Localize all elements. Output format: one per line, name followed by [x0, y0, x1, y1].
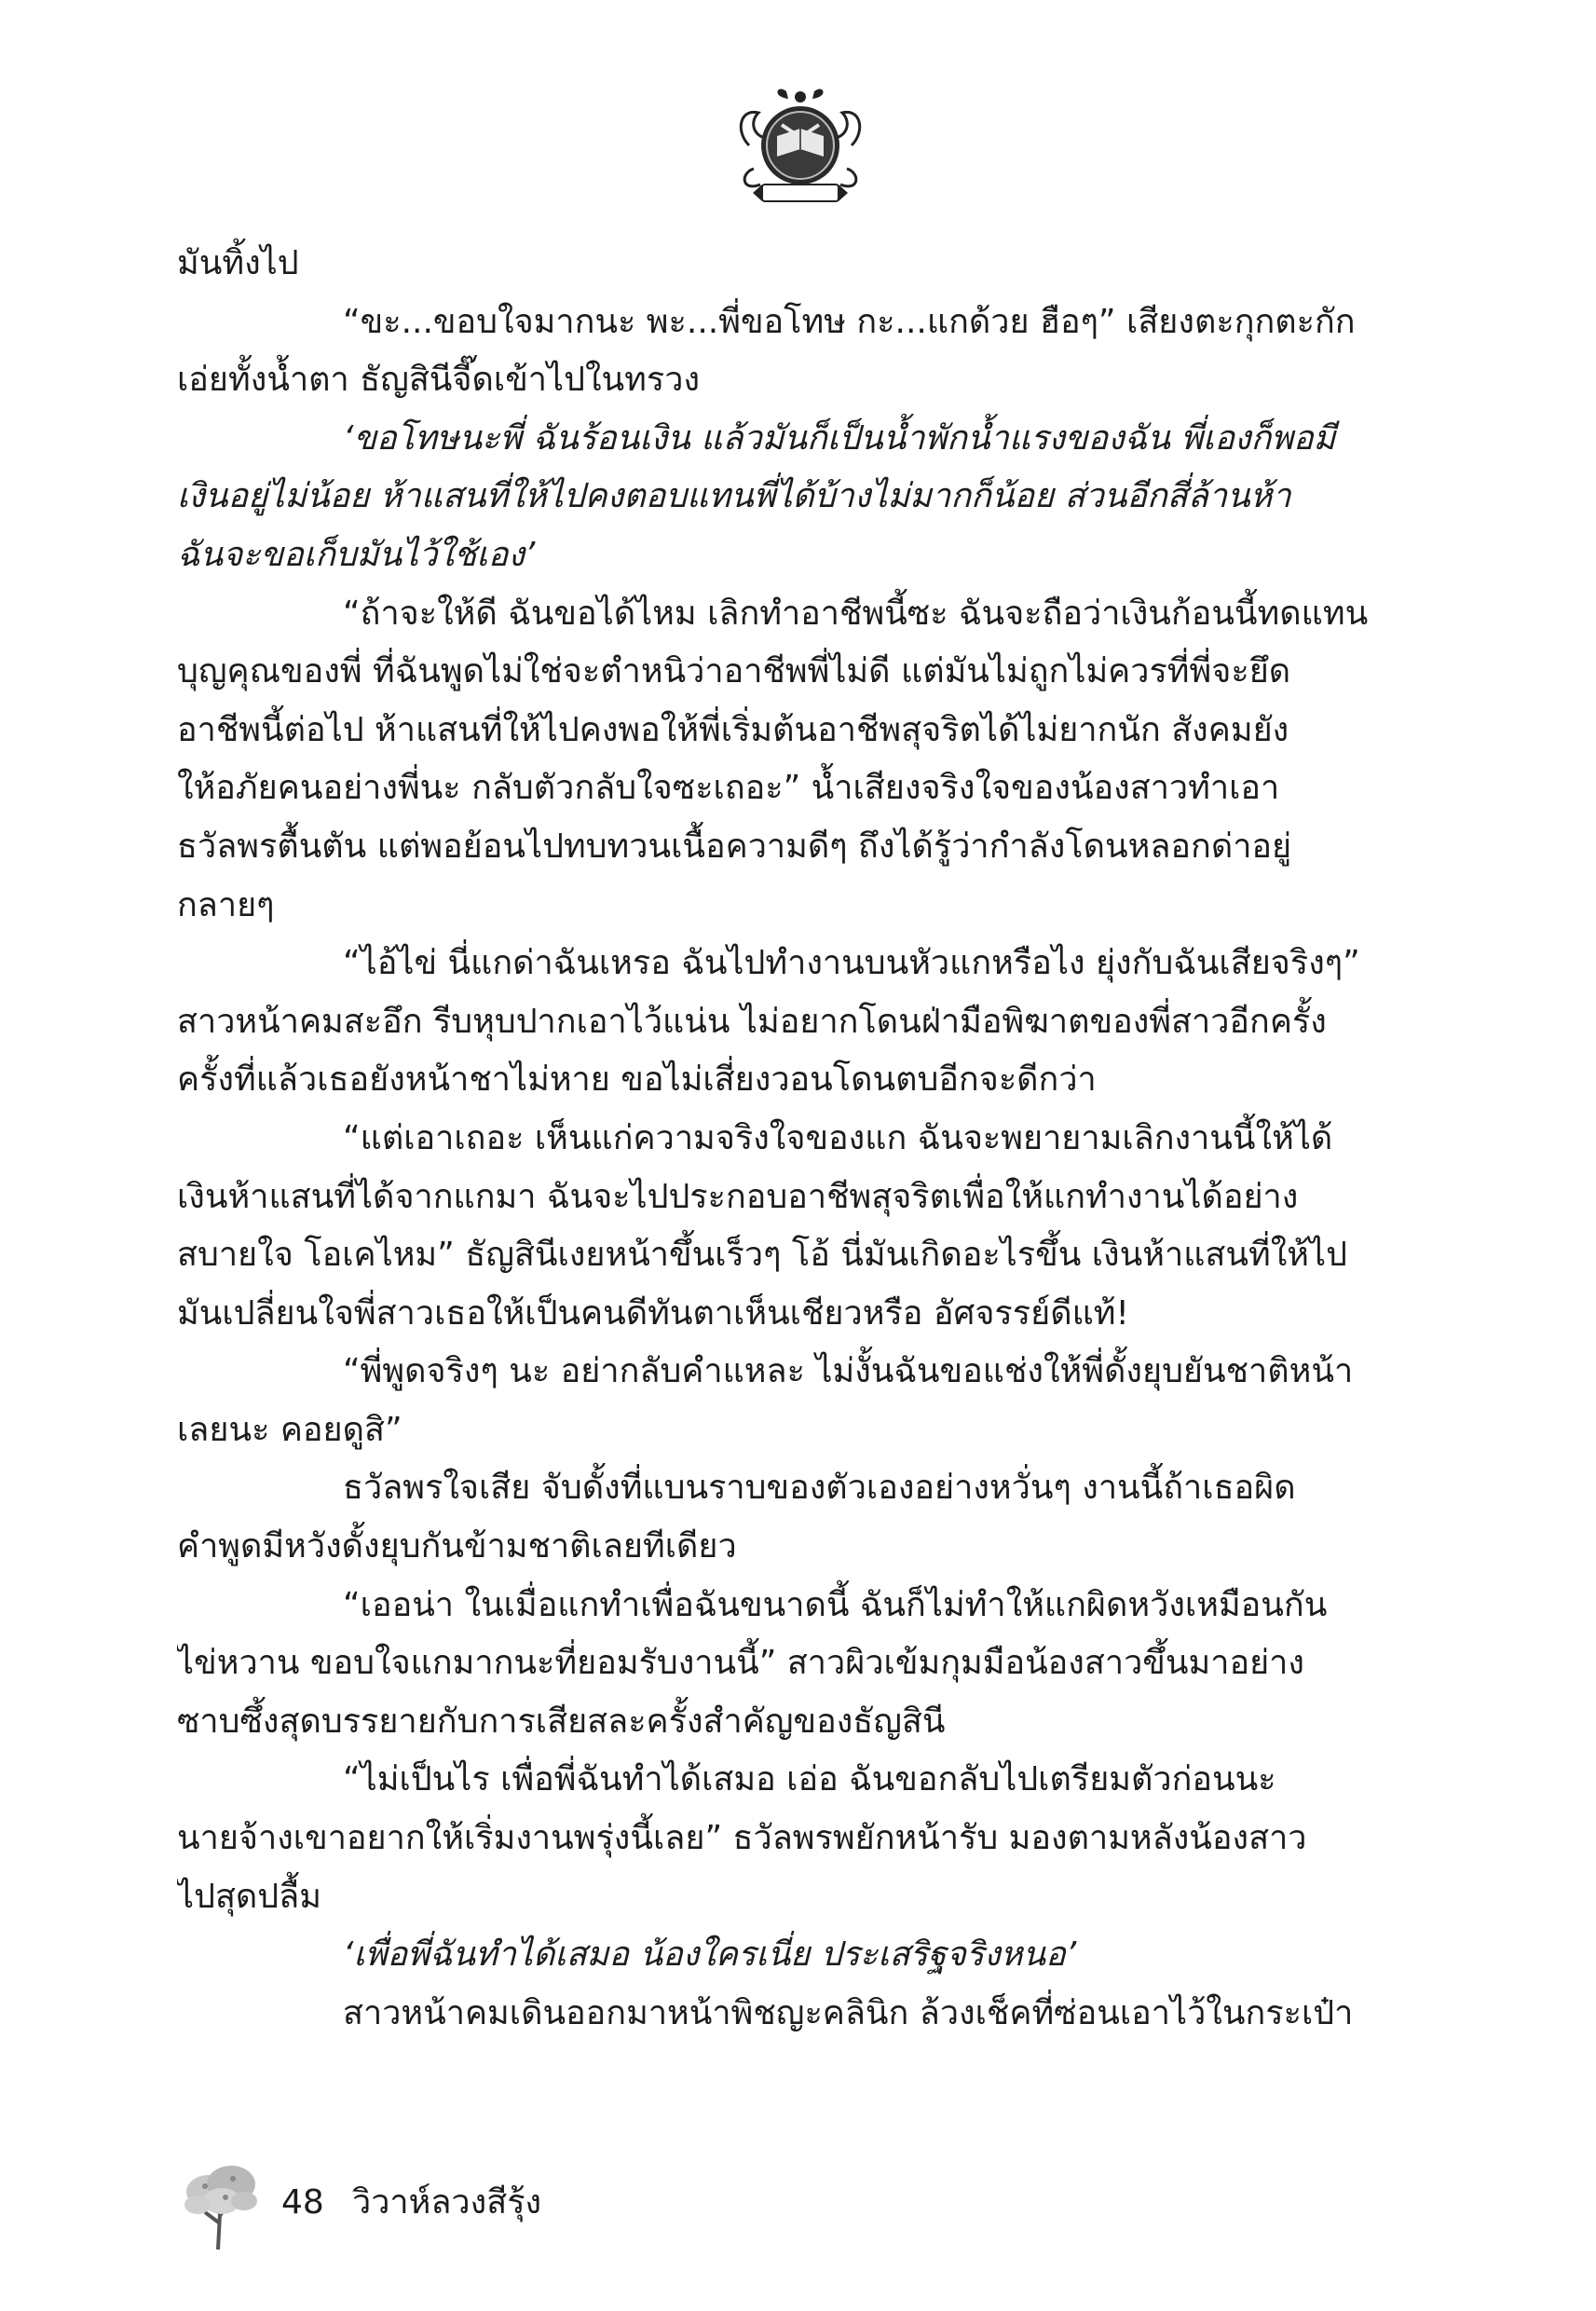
paragraph-line: มันเปลี่ยนใจพี่สาวเธอให้เป็นคนดีทันตาเห็นเชียวหรือ อัศจรรย์ดีแท้! — [177, 1293, 1129, 1333]
paragraph-first-line: ‘เพื่อพี่ฉันทำได้เสมอ น้องใครเนี่ย ประเสริฐจริงหนอ’ — [343, 1935, 1077, 1975]
page-number: 48 — [281, 2183, 324, 2222]
paragraph-first-line: ธวัลพรใจเสีย จับดั้งที่แบนราบของตัวเองอย่างหวั่นๆ งานนี้ถ้าเธอผิด — [343, 1469, 1296, 1508]
paragraph-first-line: ‘ขอโทษนะพี่ ฉันร้อนเงิน แล้วมันก็เป็นน้ำพักน้ำแรงของฉัน พี่เองก็พอมี — [343, 418, 1336, 458]
paragraph-first-line: “ไม่เป็นไร เพื่อพี่ฉันทำได้เสมอ เอ่อ ฉันขอกลับไปเตรียมตัวก่อนนะ — [343, 1760, 1276, 1799]
body-text — [177, 235, 1379, 2154]
paragraph-line: นายจ้างเขาอยากให้เริ่มงานพรุ่งนี้เลย” ธวัลพรพยักหน้ารับ มองตามหลังน้องสาว — [177, 1819, 1307, 1858]
paragraph-line: ไข่หวาน ขอบใจแกมากนะที่ยอมรับงานนี้” สาวผิวเข้มกุมมือน้องสาวขึ้นมาอย่าง — [177, 1644, 1304, 1683]
paragraph-line: เงินอยู่ไม่น้อย ห้าแสนที่ให้ไปคงตอบแทนพี่ได้บ้างไม่มากก็น้อย ส่วนอีกสี่ล้านห้า — [177, 477, 1291, 516]
tree-icon — [177, 2158, 266, 2251]
paragraph-line: เงินห้าแสนที่ได้จากแกมา ฉันจะไปประกอบอาชีพสุจริตเพื่อให้แกทำงานได้อย่าง — [177, 1177, 1299, 1216]
paragraph-line: คำพูดมีหวังดั้งยุบกันข้ามชาติเลยทีเดียว — [177, 1527, 737, 1566]
paragraph-first-line: “ถ้าจะให้ดี ฉันขอได้ไหม เลิกทำอาชีพนี้ซะ ฉันจะถือว่าเงินก้อนนี้ทดแทน — [343, 594, 1369, 633]
paragraph-line: ซาบซึ้งสุดบรรยายกับการเสียสละครั้งสำคัญของธัญสินี — [177, 1702, 946, 1741]
paragraph-line: อาชีพนี้ต่อไป ห้าแสนที่ให้ไปคงพอให้พี่เริ่มต้นอาชีพสุจริตได้ไม่ยากนัก สังคมยัง — [177, 710, 1289, 749]
paragraph-line: มันทิ้งไป — [177, 244, 299, 282]
paragraph-line: ฉันจะขอเก็บมันไว้ใช้เอง’ — [177, 535, 536, 574]
paragraph-line: กลายๆ — [177, 885, 275, 924]
paragraph-line: สบายใจ โอเคไหม” ธัญสินีเงยหน้าขึ้นเร็วๆ โอ้ นี่มันเกิดอะไรขึ้น เงินห้าแสนที่ให้ไป — [177, 1236, 1347, 1275]
paragraph-line: เอ่ยทั้งน้ำตา ธัญสินีจี๊ดเข้าไปในทรวง — [177, 361, 701, 400]
paragraph-line: ธวัลพรตื้นตัน แต่พอย้อนไปทบทวนเนื้อความดีๆ ถึงได้รู้ว่ากำลังโดนหลอกด่าอยู่ — [177, 827, 1292, 866]
paragraph-line: ให้อภัยคนอย่างพี่นะ กลับตัวกลับใจซะเถอะ” น้ำเสียงจริงใจของน้องสาวทำเอา — [177, 769, 1280, 808]
paragraph-line: ไปสุดปลื้ม — [177, 1877, 321, 1916]
paragraph-line: ครั้งที่แล้วเธอยังหน้าชาไม่หาย ขอไม่เสี่ยงวอนโดนตบอีกจะดีกว่า — [177, 1060, 1097, 1100]
book-lovers-emblem-icon — [730, 80, 870, 211]
book-title: วิวาห์ลวงสีรุ้ง — [352, 2183, 542, 2222]
paragraph-first-line: สาวหน้าคมเดินออกมาหน้าพิชญะคลินิก ล้วงเช็คที่ซ่อนเอาไว้ในกระเป๋า — [343, 1993, 1354, 2032]
paragraph-line: สาวหน้าคมสะอึก รีบหุบปากเอาไว้แน่น ไม่อยากโดนฝ่ามือพิฆาตของพี่สาวอีกครั้ง — [177, 1002, 1327, 1041]
paragraph-first-line: “พี่พูดจริงๆ นะ อย่ากลับคำแหละ ไม่งั้นฉันขอแช่งให้พี่ดั้งยุบยันชาติหน้า — [343, 1352, 1354, 1391]
paragraph-first-line: “ไอ้ไข่ นี่แกด่าฉันเหรอ ฉันไปทำงานบนหัวแกหรือไง ยุ่งกับฉันเสียจริงๆ” — [343, 944, 1360, 983]
paragraph-first-line: “ขะ...ขอบใจมากนะ พะ...พี่ขอโทษ กะ...แกด้วย ฮือๆ” เสียงตะกุกตะกัก — [343, 302, 1356, 341]
paragraph-first-line: “เออน่า ในเมื่อแกทำเพื่อฉันขนาดนี้ ฉันก็ไม่ทำให้แกผิดหวังเหมือนกัน — [343, 1585, 1328, 1624]
paragraph-first-line: “แต่เอาเถอะ เห็นแก่ความจริงใจของแก ฉันจะพยายามเลิกงานนี้ให้ได้ — [343, 1118, 1333, 1157]
page-footer — [177, 2158, 829, 2251]
paragraph-line: เลยนะ คอยดูสิ” — [177, 1410, 402, 1449]
paragraph-line: บุญคุณของพี่ ที่ฉันพูดไม่ใช่จะตำหนิว่าอาชีพพี่ไม่ดี แต่มันไม่ถูกไม่ควรที่พี่จะยึด — [177, 652, 1291, 691]
